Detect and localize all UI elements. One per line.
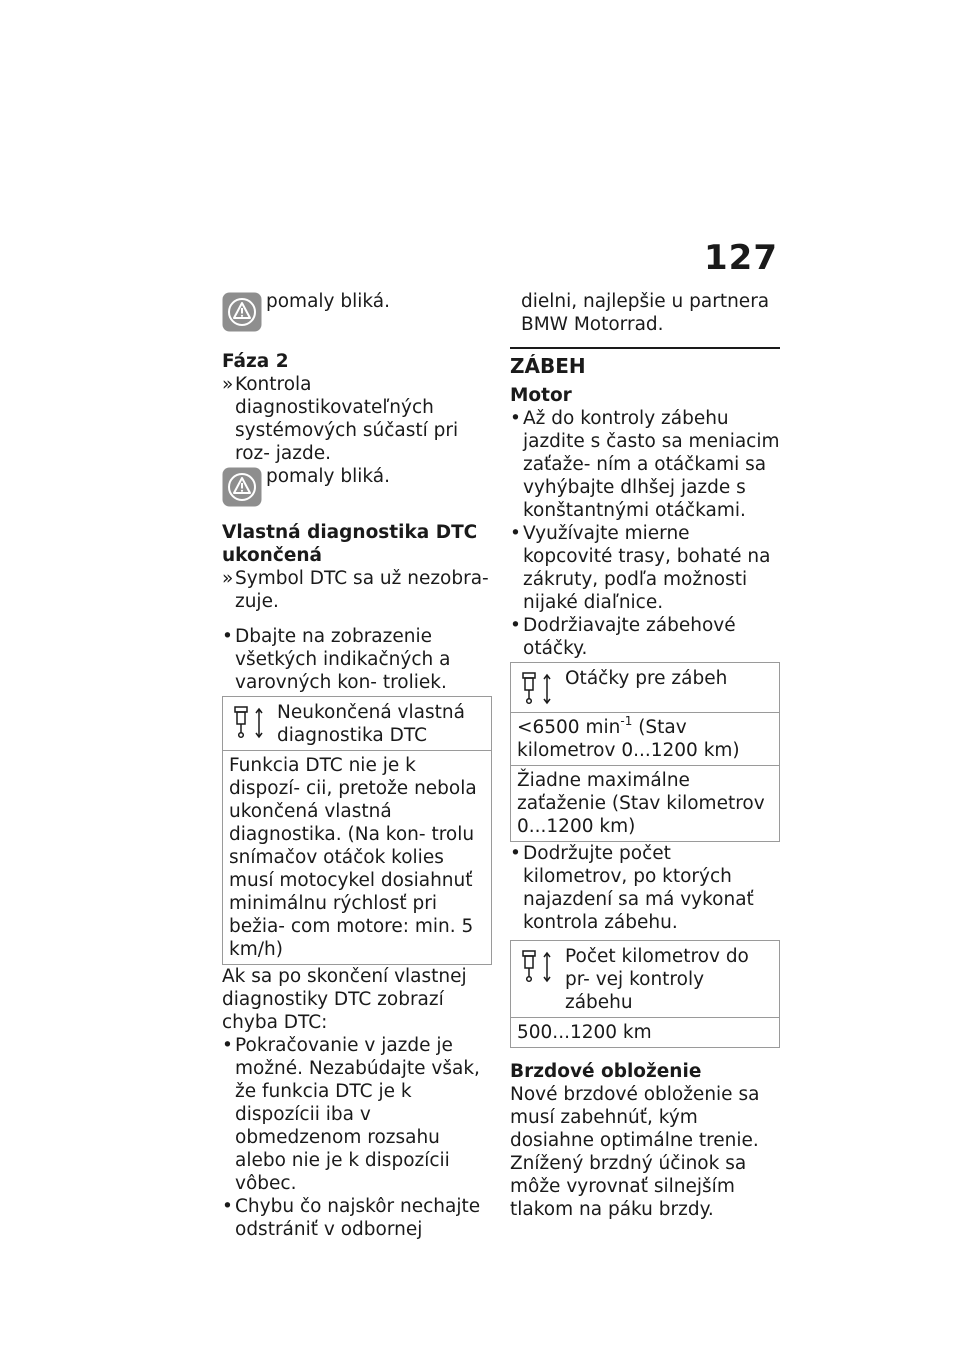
break-in-bullet-4: • Dodržujte počet kilometrov, po ktorých najazdení sa má vykonať kontrola zábehu. [510,842,780,934]
dtc-table-header [223,697,491,750]
rpm-table-row-2: Žiadne maximálne zaťaženie (Stav kilometrov 0...1200 km) [511,765,779,841]
warning-text-1: pomaly bliká. [266,291,391,312]
right-column [510,290,780,1221]
brake-heading: Brzdové obloženie [510,1061,702,1082]
general-warning-icon [222,467,262,507]
motor-heading: Motor [510,385,572,406]
warning-line-2 [222,465,492,507]
break-in-bullet-3: • Dodržiavajte zábehové otáčky. [510,614,780,660]
dtc-table-title: Neukončená vlastná diagnostika DTC [277,702,465,746]
section-rule [510,347,780,349]
km-table-title: Počet kilometrov do pr- vej kontroly zábehu [565,946,749,1013]
continuation-text: dielni, najlepšie u partnera BMW Motorrad. [521,291,770,335]
rpm-table-title: Otáčky pre zábeh [565,668,728,689]
diag-heading-line-1: Vlastná diagnostika DTC [222,522,478,543]
km-table-header [511,941,779,1017]
rpm-table-header [511,663,779,712]
km-table-row-1: 500...1200 km [511,1017,779,1047]
break-in-bullet-1: • Až do kontroly zábehu jazdite s často sa meniacim zaťaže- ním a otáčkami sa vyhýbajte dlhšej jazde s konštantnými otáčkami. [510,407,780,522]
faza-heading: Fáza 2 [222,351,289,372]
warning-line-1 [222,290,492,332]
page-number: 127 [704,238,778,278]
after-table-text: Ak sa po skončení vlastnej diagnostiky DTC zobrazí chyba DTC: [222,966,467,1033]
left-column [222,290,492,1241]
break-in-km-table [510,940,780,1048]
faza-step: » Kontrola diagnostikovateľných systémových súčastí pri roz- jazde. [222,373,492,465]
dtc-info-table [222,696,492,965]
technical-data-icon [229,703,269,743]
rpm-unit-exponent: -1 [620,714,633,728]
bullet-fix: • Chybu čo najskôr nechajte odstrániť v odbornej [222,1195,492,1241]
break-in-rpm-table [510,662,780,842]
section-title: ZÁBEH [510,354,586,378]
brake-text: Nové brzdové obloženie sa musí zabehnúť, kým dosiahne optimálne trenie. Znížený brzdný účinok sa môže vyrovnať silnejším tlakom na páku brzdy. [510,1084,760,1220]
rpm-table-row-1 [511,712,779,765]
bullet-continue: • Pokračovanie v jazde je možné. Nezabúdajte však, že funkcia DTC je k dispozícii iba v obmedzenom rozsahu alebo nie je k dispozícii vôbec. [222,1034,492,1195]
rpm-range: (Stav kilometrov 0...1200 km) [517,717,740,761]
general-warning-icon [222,292,262,332]
technical-data-icon [517,669,557,709]
diag-heading-line-2: ukončená [222,545,323,566]
diag-bullet: • Dbajte na zobrazenie všetkých indikačných a varovných kon- troliek. [222,625,492,694]
rpm-value: <6500 min [517,717,621,738]
dtc-table-body: Funkcia DTC nie je k dispozí- cii, pretože nebola ukončená vlastná diagnostika. (Na kon- trolu snímačov otáčok kolies musí motocykel dosiahnuť minimálnu rýchlosť pri bežia- com motore: min. 5 km/h) [223,750,491,964]
break-in-bullet-2: • Využívajte mierne kopcovité trasy, bohaté na zákruty, podľa možnosti nijaké diaľnice. [510,522,780,614]
diag-step: » Symbol DTC sa už nezobra- zuje. [222,567,492,613]
warning-text-2: pomaly bliká. [266,466,391,487]
technical-data-icon [517,947,557,987]
